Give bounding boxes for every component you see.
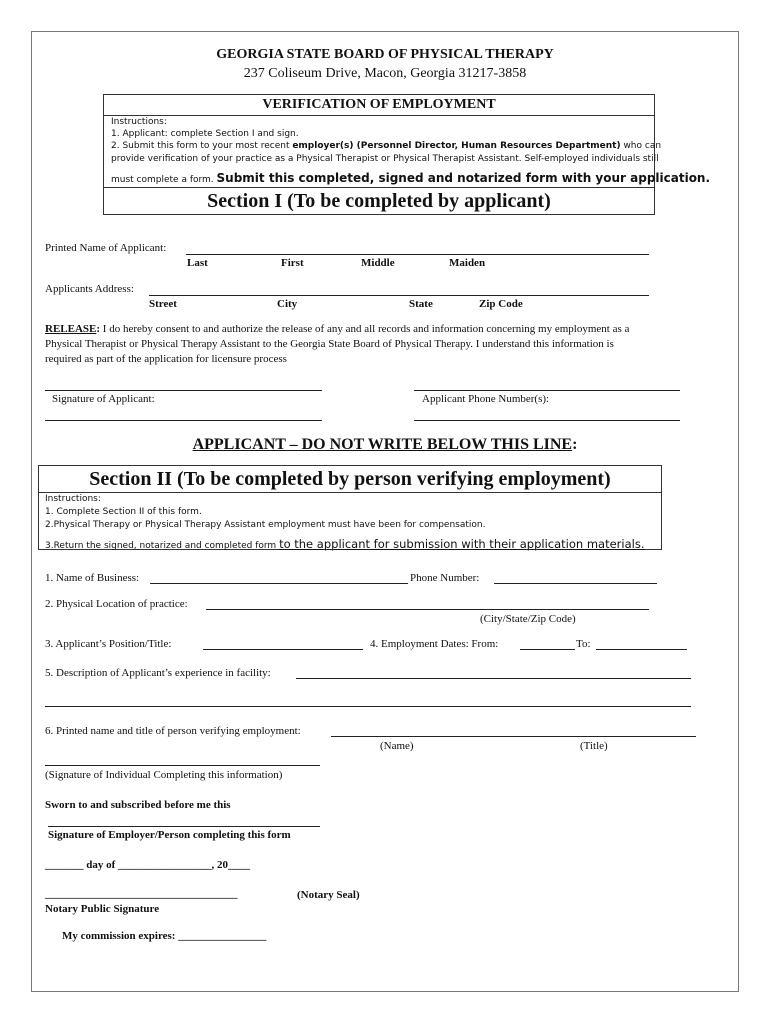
address-sub-state: State [409, 298, 433, 310]
instruction-step2: 2. Submit this form to your most recent employer(s) (Personnel Director, Human Resources Department) who can [111, 141, 662, 151]
q6-name-sub: (Name) [380, 740, 414, 752]
release-line2: Physical Therapist or Physical Therapy Assistant to the Georgia State Board of Physical Therapy. I understand this information is [45, 338, 614, 350]
notary-signature-label: Notary Public Signature [45, 903, 160, 915]
name-sub-middle: Middle [361, 257, 395, 269]
employer-signature-line[interactable] [48, 826, 320, 827]
applicant-phone-line-2[interactable] [414, 420, 680, 421]
notary-seal-label: (Notary Seal) [297, 889, 360, 901]
q5-description-label: 5. Description of Applicant’s experience in facility: [45, 667, 271, 679]
name-sub-first: First [281, 257, 304, 269]
q4-dates-label: 4. Employment Dates: From: [370, 638, 499, 650]
q1-phone-label: Phone Number: [410, 572, 480, 584]
applicant-signature-label: Signature of Applicant: [52, 393, 155, 405]
instructions-label: Instructions: [111, 117, 167, 127]
q1-business-label: 1. Name of Business: [45, 572, 140, 584]
q6-title-sub: (Title) [580, 740, 608, 752]
box-divider [104, 187, 654, 188]
q5-description-line-2[interactable] [45, 706, 691, 707]
section2-step1: 1. Complete Section II of this form. [45, 507, 202, 517]
q1-phone-line[interactable] [494, 583, 657, 584]
q6-verifier-label: 6. Printed name and title of person verifying employment: [45, 725, 301, 737]
section2-step2: 2.Physical Therapy or Physical Therapy Assistant employment must have been for compensation. [45, 520, 486, 530]
q4-to-label: To: [576, 638, 591, 650]
address-sub-street: Street [149, 298, 177, 310]
instruction-step2-line3: must complete a form. Submit this completed, signed and notarized form with your application. [111, 171, 711, 185]
board-address: 237 Coliseum Drive, Macon, Georgia 31217-3858 [243, 66, 527, 81]
applicant-name-line[interactable] [186, 254, 649, 255]
q6-verifier-line[interactable] [331, 736, 696, 737]
applicant-phone-line[interactable] [414, 390, 680, 391]
q2-location-sub: (City/State/Zip Code) [480, 613, 576, 625]
address-sub-city: City [277, 298, 298, 310]
employer-signature-label: Signature of Employer/Person completing this form [48, 829, 291, 841]
release-line1: RELEASE: I do hereby consent to and authorize the release of any and all records and information concerning my employment as a [45, 323, 630, 335]
individual-signature-line[interactable] [45, 765, 320, 766]
section2-box [38, 465, 662, 550]
section2-step3: 3.Return the signed, notarized and completed form to the applicant for submission with their application materials. [45, 537, 645, 551]
verification-box [103, 94, 711, 215]
address-sub-zip: Zip Code [479, 298, 523, 310]
q1-business-line[interactable] [150, 583, 408, 584]
board-title: GEORGIA STATE BOARD OF PHYSICAL THERAPY [216, 47, 554, 62]
q4-from-line[interactable] [520, 649, 575, 650]
individual-signature-label: (Signature of Individual Completing this information) [45, 769, 283, 781]
applicant-signature-line[interactable] [45, 390, 322, 391]
notary-signature-line[interactable]: ___________________________________ [45, 888, 238, 900]
q2-location-label: 2. Physical Location of practice: [45, 598, 188, 610]
q5-description-line[interactable] [296, 678, 691, 679]
applicant-name-label: Printed Name of Applicant: [45, 242, 167, 254]
release-line3: required as part of the application for licensure process [45, 353, 287, 365]
do-not-write-divider: APPLICANT – DO NOT WRITE BELOW THIS LINE: [192, 436, 578, 453]
name-sub-maiden: Maiden [449, 257, 486, 269]
box-divider [39, 492, 661, 493]
instruction-step2-line2: provide verification of your practice as a Physical Therapist or Physical Therapist Assistant. Self-employed individuals still [111, 154, 659, 164]
section2-instructions-label: Instructions: [45, 494, 101, 504]
q4-to-line[interactable] [596, 649, 687, 650]
q3-position-line[interactable] [203, 649, 363, 650]
applicant-address-label: Applicants Address: [45, 283, 134, 295]
q2-location-line[interactable] [206, 609, 649, 610]
applicant-phone-label: Applicant Phone Number(s): [422, 393, 550, 405]
q3-position-label: 3. Applicant’s Position/Title: [45, 638, 172, 650]
section2-title: Section II (To be completed by person verifying employment) [89, 468, 611, 490]
commission-expires[interactable]: My commission expires: ________________ [62, 930, 267, 942]
applicant-address-line[interactable] [149, 295, 649, 296]
applicant-signature-line-2[interactable] [45, 420, 322, 421]
sworn-text: Sworn to and subscribed before me this [45, 799, 231, 811]
name-sub-last: Last [187, 257, 208, 269]
instruction-step1: 1. Applicant: complete Section I and sign. [111, 129, 299, 139]
section1-title: Section I (To be completed by applicant) [207, 190, 551, 212]
verification-title: VERIFICATION OF EMPLOYMENT [104, 95, 654, 116]
day-of-line[interactable]: _______ day of _________________, 20____ [45, 859, 251, 871]
